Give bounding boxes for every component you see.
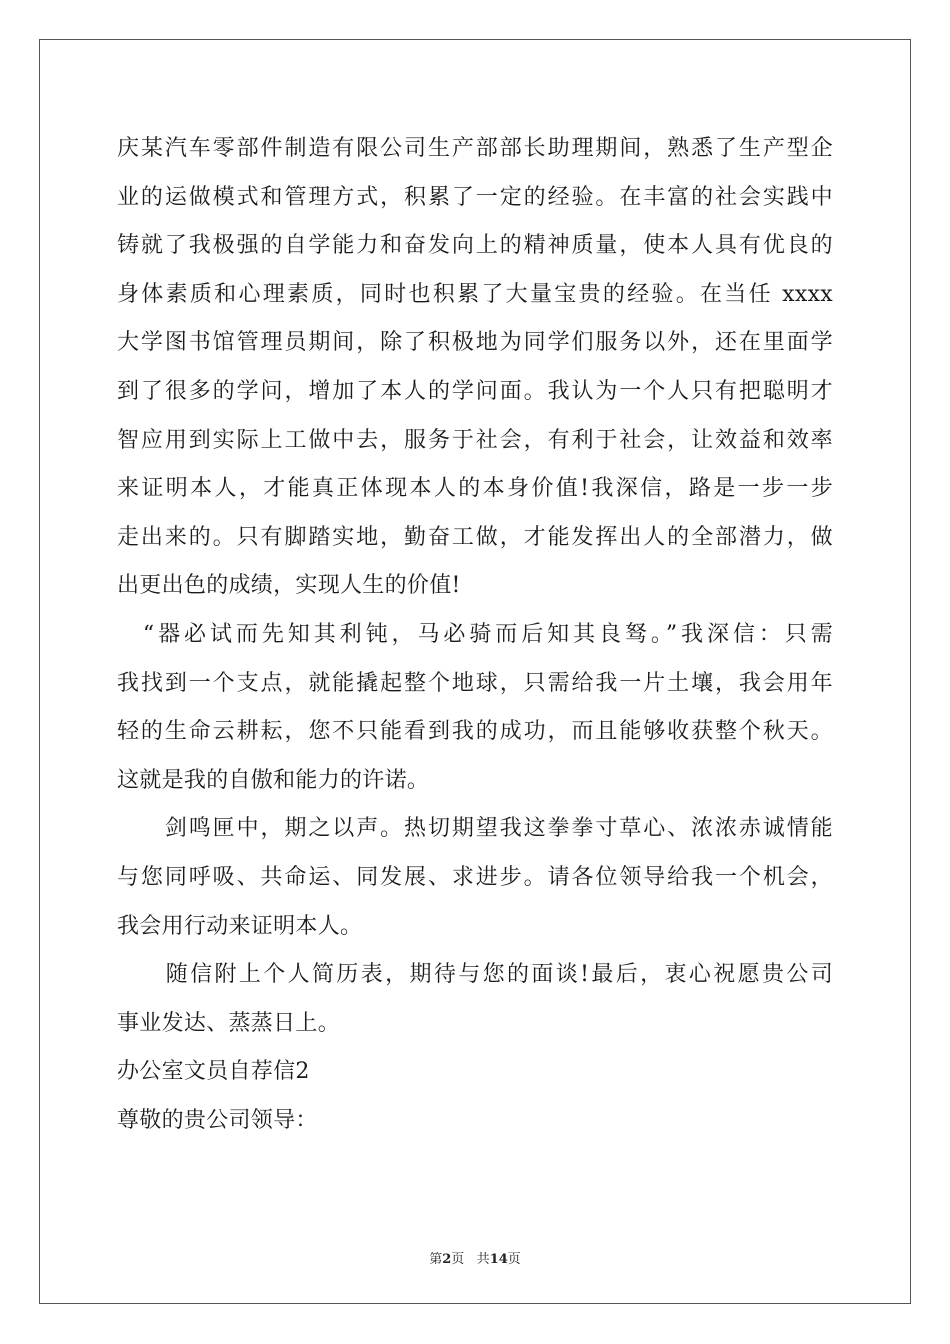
text-line: 与您同呼吸、共命运、同发展、求进步。请各位领导给我一个机会， [117,864,833,890]
text-line: 来证明本人，才能真正体现本人的本身价值!我深信，路是一步一步 [117,476,833,502]
text-line: 尊敬的贵公司领导： [117,1107,318,1133]
text-line: “器必试而先知其利钝，马必骑而后知其良驽。”我深信：只需 [117,621,833,647]
text-line: 事业发达、蒸蒸日上。 [117,1010,341,1036]
text-line: 我找到一个支点，就能撬起整个地球，只需给我一片土壤，我会用年 [117,670,833,696]
footer-total-unit: 页 [507,1252,521,1267]
text-line: 剑鸣匣中，期之以声。热切期望我这拳拳寸草心、浓浓赤诚情能 [117,816,833,842]
text-line: 出更出色的成绩，实现人生的价值! [117,573,461,599]
page-footer [0,1248,950,1267]
text-line: 这就是我的自傲和能力的许诺。 [117,767,430,793]
footer-prefix: 第 [429,1252,443,1267]
footer-total-prefix: 共 [476,1252,490,1267]
text-line: 业的运做模式和管理方式，积累了一定的经验。在丰富的社会实践中 [117,184,833,210]
text-line: 智应用到实际上工做中去，服务于社会，有利于社会，让效益和效率 [117,427,833,453]
footer-total-pages: 14 [489,1252,508,1267]
text-line: 身体素质和心理素质，同时也积累了大量宝贵的经验。在当任 xxxx [117,281,833,307]
footer-page-unit: 页 [451,1252,465,1267]
text-line: 铸就了我极强的自学能力和奋发向上的精神质量，使本人具有优良的 [117,233,833,259]
text-line: 我会用行动来证明本人。 [117,913,363,939]
text-line: 到了很多的学问，增加了本人的学问面。我认为一个人只有把聪明才 [117,378,833,404]
text-line: 庆某汽车零部件制造有限公司生产部部长助理期间，熟悉了生产型企 [117,136,833,161]
text-line: 走出来的。只有脚踏实地，勤奋工做，才能发挥出人的全部潜力，做 [117,524,833,550]
text-line: 随信附上个人简历表，期待与您的面谈!最后，衷心祝愿贵公司 [117,962,833,988]
text-line: 办公室文员自荐信2 [117,1059,310,1085]
footer-page-number: 2 [442,1252,452,1267]
document-body [117,125,833,1145]
text-line: 轻的生命云耕耘，您不只能看到我的成功，而且能够收获整个秋天。 [117,719,833,745]
text-line: 大学图书馆管理员期间，除了积极地为同学们服务以外，还在里面学 [117,330,833,356]
